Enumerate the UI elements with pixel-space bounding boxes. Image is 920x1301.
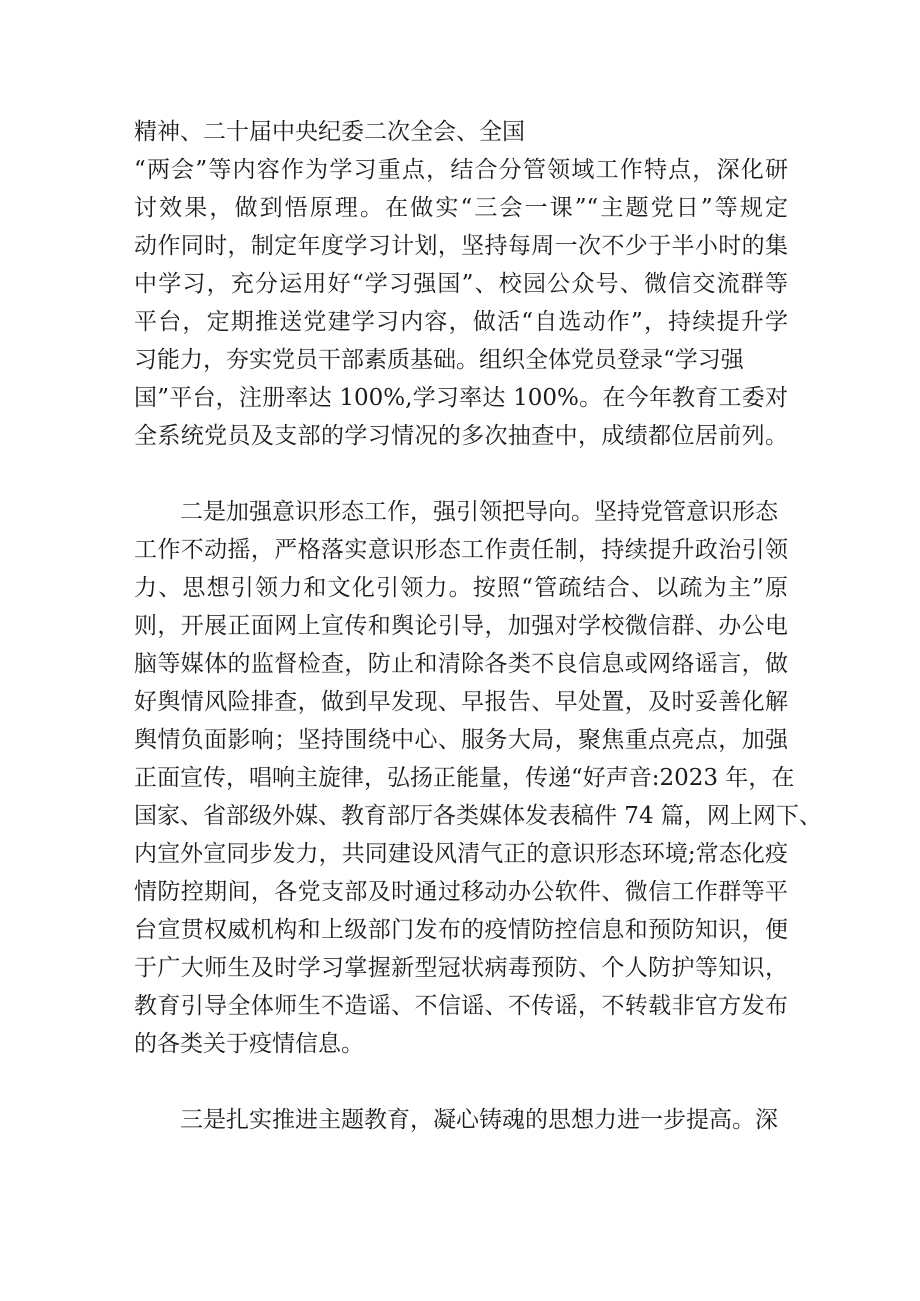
text-line: 脑等媒体的监督检查，防止和清除各类不良信息或网络谣言，做	[134, 651, 788, 677]
text-line: 精神、二十届中央纪委二次全会、全国	[134, 119, 525, 145]
text-line: 中学习，充分运用好“学习强国”、校园公众号、微信交流群等	[134, 271, 788, 297]
text-line: 平台，定期推送党建学习内容，做活“自选动作”，持续提升学	[134, 309, 788, 335]
paragraph-first-line: 二是加强意识形态工作，强引领把导向。坚持党管意识形态	[180, 499, 778, 525]
text-line: 全系统党员及支部的学习情况的多次抽查中，成绩都位居前列。	[134, 423, 788, 449]
text-line: 舆情负面影响；坚持围绕中心、服务大局，聚焦重点亮点，加强	[134, 727, 788, 753]
text-line: 习能力，夯实党员干部素质基础。组织全体党员登录“学习强	[134, 347, 744, 373]
text-line: 国”平台，注册率达 100%,学习率达 100%。在今年教育工委对	[134, 385, 788, 411]
text-line: 动作同时，制定年度学习计划，坚持每周一次不少于半小时的集	[134, 233, 788, 259]
text-line: 力、思想引领力和文化引领力。按照“管疏结合、以疏为主”原	[134, 575, 788, 601]
text-line: 好舆情风险排查，做到早发现、早报告、早处置，及时妥善化解	[134, 689, 788, 715]
text-line: 于广大师生及时学习掌握新型冠状病毒预防、个人防护等知识，	[134, 955, 788, 981]
text-line: 教育引导全体师生不造谣、不信谣、不传谣，不转载非官方发布	[134, 993, 788, 1019]
text-line: 则，开展正面网上宣传和舆论引导，加强对学校微信群、办公电	[134, 613, 788, 639]
text-line: 正面宣传，唱响主旋律，弘扬正能量，传递“好声音:2023 年，在	[134, 765, 795, 791]
text-line: 的各类关于疫情信息。	[134, 1031, 364, 1057]
text-line: 讨效果，做到悟原理。在做实“三会一课”“主题党日”等规定	[134, 195, 788, 221]
text-line: 情防控期间，各党支部及时通过移动办公软件、微信工作群等平	[134, 879, 788, 905]
text-line: 台宣贯权威机构和上级部门发布的疫情防控信息和预防知识，便	[134, 917, 788, 943]
text-line: 内宣外宣同步发力，共同建设风清气正的意识形态环境;常态化疫	[134, 841, 788, 867]
text-line: “两会”等内容作为学习重点，结合分管领域工作特点，深化研	[134, 157, 788, 183]
text-line: 工作不动摇，严格落实意识形态工作责任制，持续提升政治引领	[134, 537, 788, 563]
text-line: 国家、省部级外媒、教育部厅各类媒体发表稿件 74 篇，网上网下、	[134, 803, 822, 829]
paragraph-first-line: 三是扎实推进主题教育，凝心铸魂的思想力进一步提高。深	[180, 1107, 778, 1133]
